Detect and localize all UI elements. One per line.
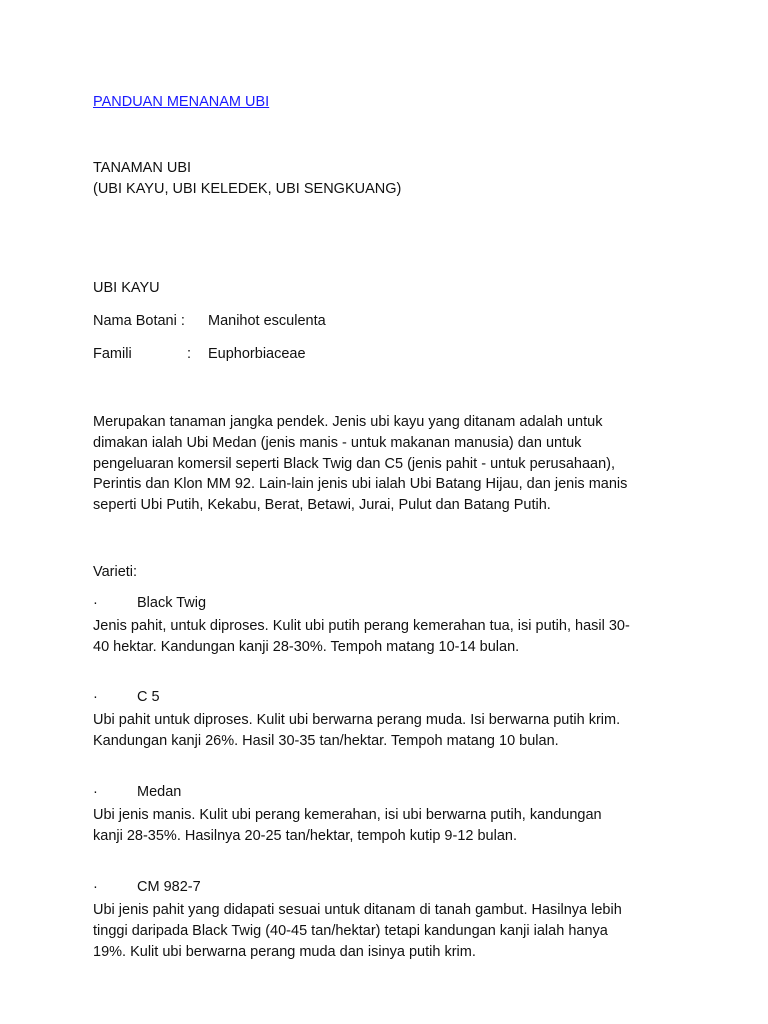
field-value: Euphorbiaceae — [208, 346, 306, 362]
varieti-label: Varieti: — [93, 564, 138, 580]
document-heading: TANAMAN UBI — [93, 160, 192, 176]
paragraph-line: Merupakan tanaman jangka pendek. Jenis ubi kayu yang ditanam adalah untuk — [93, 414, 603, 430]
paragraph-line: Ubi jenis pahit yang didapati sesuai untuk ditanam di tanah gambut. Hasilnya lebih — [93, 902, 622, 918]
paragraph-line: 40 hektar. Kandungan kanji 28-30%. Tempoh matang 10-14 bulan. — [93, 638, 520, 655]
bullet-icon: · — [93, 784, 98, 800]
paragraph-line: Jenis pahit, untuk diproses. Kulit ubi putih perang kemerahan tua, isi putih, hasil 30- — [93, 618, 630, 634]
intro-paragraph — [93, 412, 683, 516]
bullet-icon: · — [93, 879, 98, 895]
paragraph-line: pengeluaran komersil seperti Black Twig dan C5 (jenis pahit - untuk perusahaan), — [93, 455, 616, 472]
paragraph-line: tinggi daripada Black Twig (40-45 tan/hektar) tetapi kandungan kanji ialah hanya — [93, 922, 608, 939]
variety-description — [93, 805, 683, 847]
variety-name: Medan — [137, 784, 182, 800]
section-title: UBI KAYU — [93, 280, 160, 296]
paragraph-line: kanji 28-35%. Hasilnya 20-25 tan/hektar, tempoh kutip 9-12 bulan. — [93, 827, 517, 844]
variety-name: C 5 — [137, 689, 160, 705]
field-label: Famili — [93, 346, 132, 362]
variety-name: CM 982-7 — [137, 879, 201, 895]
variety-name: Black Twig — [137, 595, 207, 611]
document-subheading: (UBI KAYU, UBI KELEDEK, UBI SENGKUANG) — [93, 181, 402, 197]
paragraph-line: seperti Ubi Putih, Kekabu, Berat, Betawi, Jurai, Pulut dan Batang Putih. — [93, 497, 551, 514]
variety-description — [93, 710, 683, 752]
variety-description — [93, 616, 683, 658]
bullet-icon: · — [93, 689, 98, 705]
field-label: Nama Botani : — [93, 313, 185, 329]
paragraph-line: Ubi pahit untuk diproses. Kulit ubi berwarna perang muda. Isi berwarna putih krim. — [93, 712, 621, 728]
bullet-icon: · — [93, 595, 98, 611]
paragraph-line: 19%. Kulit ubi berwarna perang muda dan isinya putih krim. — [93, 943, 476, 960]
paragraph-line: dimakan ialah Ubi Medan (jenis manis - untuk makanan manusia) dan untuk — [93, 434, 582, 451]
field-value: Manihot esculenta — [208, 313, 326, 329]
variety-description — [93, 900, 683, 962]
paragraph-line: Ubi jenis manis. Kulit ubi perang kemerahan, isi ubi berwarna putih, kandungan — [93, 807, 602, 823]
title-link[interactable]: PANDUAN MENANAM UBI — [93, 94, 270, 110]
paragraph-line: Kandungan kanji 26%. Hasil 30-35 tan/hektar. Tempoh matang 10 bulan. — [93, 732, 559, 749]
paragraph-line: Perintis dan Klon MM 92. Lain-lain jenis ubi ialah Ubi Batang Hijau, dan jenis manis — [93, 476, 628, 493]
field-colon: : — [187, 346, 192, 362]
